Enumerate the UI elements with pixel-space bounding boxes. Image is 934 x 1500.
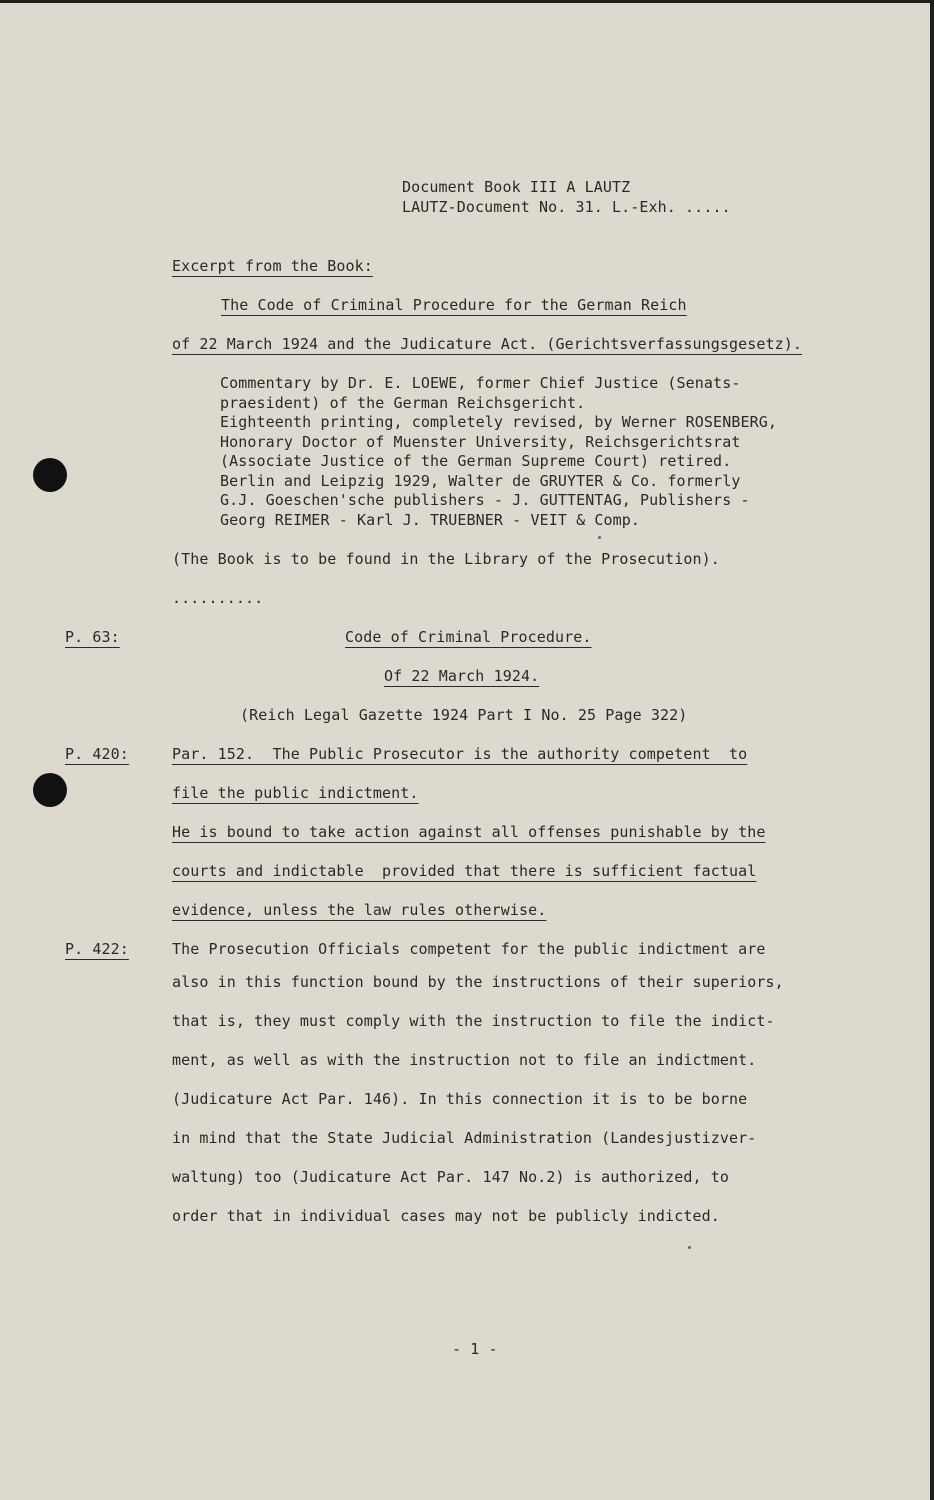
commentary-line: (Associate Justice of the German Supreme Court) retired. bbox=[220, 452, 732, 470]
paragraph-line: in mind that the State Judicial Administration (Landesjustizver- bbox=[172, 1129, 757, 1147]
commentary-line: Berlin and Leipzig 1929, Walter de GRUYTER & Co. formerly bbox=[220, 471, 741, 490]
commentary-line: Georg REIMER - Karl J. TRUEBNER - VEIT & Comp. bbox=[220, 510, 641, 529]
paragraph-line: waltung) too (Judicature Act Par. 147 No.2) is authorized, to bbox=[172, 1168, 729, 1186]
punch-hole-upper bbox=[33, 458, 67, 492]
section-dots: .......... bbox=[172, 589, 264, 607]
paragraph-line: order that in individual cases may not be publicly indicted. bbox=[172, 1207, 720, 1225]
book-title-line-2: of 22 March 1924 and the Judicature Act. (Gerichtsverfassungsgesetz). bbox=[172, 335, 803, 353]
commentary-line: Commentary by Dr. E. LOEWE, former Chief Justice (Senats- bbox=[220, 374, 741, 392]
paragraph-line: courts and indictable provided that there is sufficient factual bbox=[172, 862, 757, 880]
paragraph-line: Par. 152. The Public Prosecutor is the authority competent to bbox=[172, 745, 748, 763]
gazette-reference: (Reich Legal Gazette 1924 Part I No. 25 Page 322) bbox=[240, 706, 688, 724]
paragraph-line: that is, they must comply with the instruction to file the indict- bbox=[172, 1012, 775, 1030]
paragraph-line: file the public indictment. bbox=[172, 784, 419, 802]
commentary-line: praesident) of the German Reichsgericht. bbox=[220, 393, 586, 412]
library-note: (The Book is to be found in the Library of the Prosecution). bbox=[172, 550, 720, 568]
page-ref-420: P. 420: bbox=[65, 745, 129, 763]
paragraph-line: (Judicature Act Par. 146). In this connection it is to be borne bbox=[172, 1090, 748, 1108]
scan-right-edge bbox=[930, 0, 934, 1500]
book-title-line-1: The Code of Criminal Procedure for the German Reich bbox=[221, 296, 687, 314]
document-number-label: LAUTZ-Document No. 31. L.-Exh. ..... bbox=[402, 198, 731, 216]
code-title: Code of Criminal Procedure. bbox=[345, 628, 592, 646]
ink-speck bbox=[688, 1246, 691, 1249]
paragraph-line: The Prosecution Officials competent for the public indictment are bbox=[172, 940, 766, 958]
page-number: - 1 - bbox=[452, 1340, 498, 1358]
paragraph-line: also in this function bound by the instructions of their superiors, bbox=[172, 973, 784, 991]
page-ref-422: P. 422: bbox=[65, 940, 129, 958]
excerpt-heading: Excerpt from the Book: bbox=[172, 257, 373, 275]
code-date: Of 22 March 1924. bbox=[384, 667, 540, 685]
paragraph-line: ment, as well as with the instruction not to file an indictment. bbox=[172, 1051, 757, 1069]
ink-speck bbox=[598, 536, 601, 539]
document-book-label: Document Book III A LAUTZ bbox=[402, 178, 631, 196]
commentary-line: G.J. Goeschen'sche publishers - J. GUTTENTAG, Publishers - bbox=[220, 491, 750, 509]
page-ref-63: P. 63: bbox=[65, 628, 120, 646]
paragraph-line: He is bound to take action against all offenses punishable by the bbox=[172, 823, 766, 841]
paragraph-line: evidence, unless the law rules otherwise. bbox=[172, 901, 547, 919]
commentary-line: Honorary Doctor of Muenster University, Reichsgerichtsrat bbox=[220, 432, 741, 451]
punch-hole-lower bbox=[33, 773, 67, 807]
commentary-line: Eighteenth printing, completely revised, by Werner ROSENBERG, bbox=[220, 413, 777, 431]
scan-top-edge bbox=[0, 0, 934, 3]
